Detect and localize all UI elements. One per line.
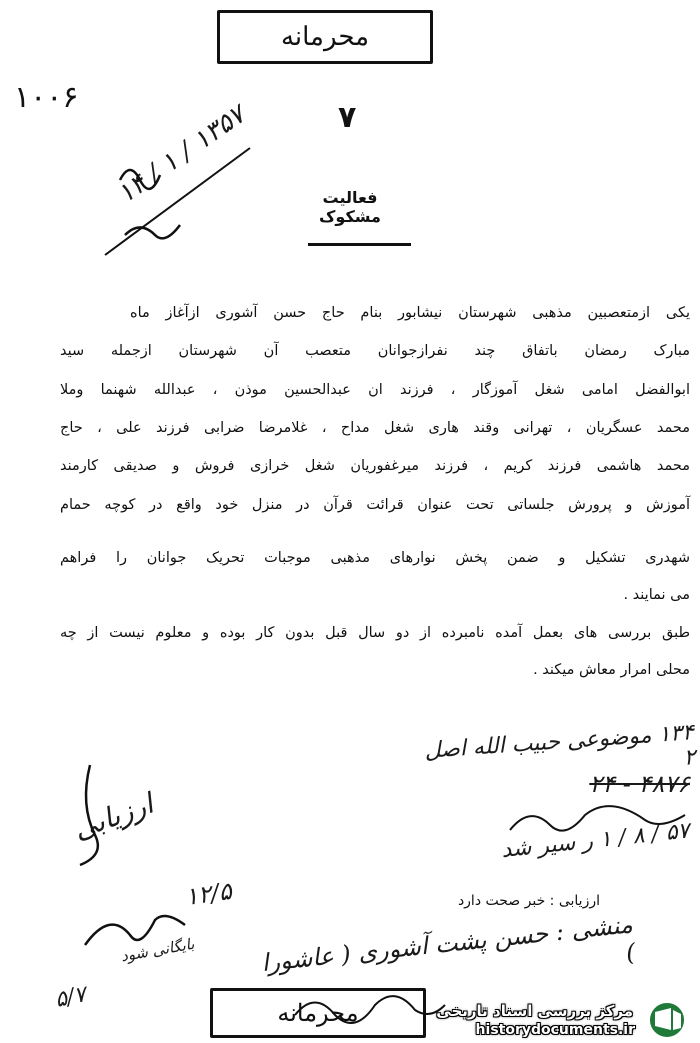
body-line-5: محمد هاشمی فرزند کریم ، فرزند میرغفوریان شغل خرازی فروش و صدیقی کارمند	[60, 458, 690, 474]
classification-label-bottom: محرمانه	[277, 999, 359, 1027]
signature-stroke	[85, 916, 185, 945]
handwritten-bottom-date: ۵/۷	[52, 982, 89, 1013]
body-line-4: محمد عسگریان ، تهرانی وقند هاری شغل مداح ، غلامرضا ضرابی فرزند علی ، حاج	[60, 420, 690, 436]
site-watermark	[415, 1000, 695, 1040]
body-line-8: می نمایند .	[623, 587, 690, 603]
watermark-url: historydocuments.ir	[475, 1022, 635, 1038]
evaluation-line: ارزیابی : خبر صحت دارد	[457, 893, 600, 909]
body-line-2: مبارک رمضان باتفاق چند نفرازجوانان متعصب آن شهرستان ازجمله سید	[60, 343, 690, 359]
paragraph2-line-1: طبق بررسی های بعمل آمده نامبرده از دو سال قبل بدون کار بوده و معلوم نیست از چه	[60, 625, 690, 641]
handwritten-review-note: ۵۷ / ۸ / ۱ ر سیر شد	[500, 818, 691, 864]
archive-logo-icon	[641, 1000, 693, 1040]
strike-stroke	[105, 148, 250, 255]
handwritten-file-number: ۴۸۷۶ - ۲۴	[589, 770, 690, 798]
body-line-7: شهدری تشکیل و ضمن پخش نوارهای مذهبی موجبات تحریک جوانان را فراهم	[60, 550, 690, 566]
handwritten-archive-note: بایگانی شود	[119, 934, 196, 966]
title-underline	[308, 243, 411, 246]
handwritten-clerk-note: منشی : حسن پشت آشوری ( عاشورا )	[260, 910, 637, 978]
body-line-1: یکی ازمتعصبین مذهبی شهرستان نیشابور بنام حاج حسن آشوری ازآغاز ماه	[130, 305, 690, 321]
body-line-6: آموزش و پرورش جلساتی تحت عنوان قرائت قرآن در منزل خود واقع در کوچه حمام	[60, 497, 690, 513]
handwritten-mid-date: ۱۲/۵	[183, 876, 234, 912]
swirl-stroke	[510, 806, 685, 831]
handwritten-file-reference: ۱۳۴ موضوعی حبیب الله اصل ۲	[423, 720, 697, 771]
handwritten-date-note: ۱۴ / ۱ / ۱۳۵۷	[112, 99, 251, 210]
body-line-3: ابوالفضل امامی شغل آموزگار ، فرزند ان عبدالحسین موذن ، عبدالله شهنما وملا	[60, 382, 690, 398]
handwriting-swirl	[505, 800, 695, 840]
initial-signature	[80, 905, 190, 965]
classification-label: محرمانه	[280, 22, 370, 52]
scribble-stroke	[120, 170, 180, 238]
document-title: فعالیت مشکوک	[319, 188, 381, 226]
handwritten-evaluation-note: ارزیابی	[68, 786, 158, 847]
page-number: ۷	[338, 100, 357, 135]
paragraph2-line-2: محلی امرار معاش میکند .	[533, 662, 690, 678]
handwriting-strokes-left	[50, 760, 130, 870]
left-stroke	[80, 765, 98, 865]
watermark-title: مرکز بررسی اسناد تاریخی	[436, 1002, 633, 1020]
classification-stamp-top	[217, 10, 433, 64]
document-number: ۱۰۰۶	[14, 80, 79, 115]
strike-line	[100, 140, 260, 260]
